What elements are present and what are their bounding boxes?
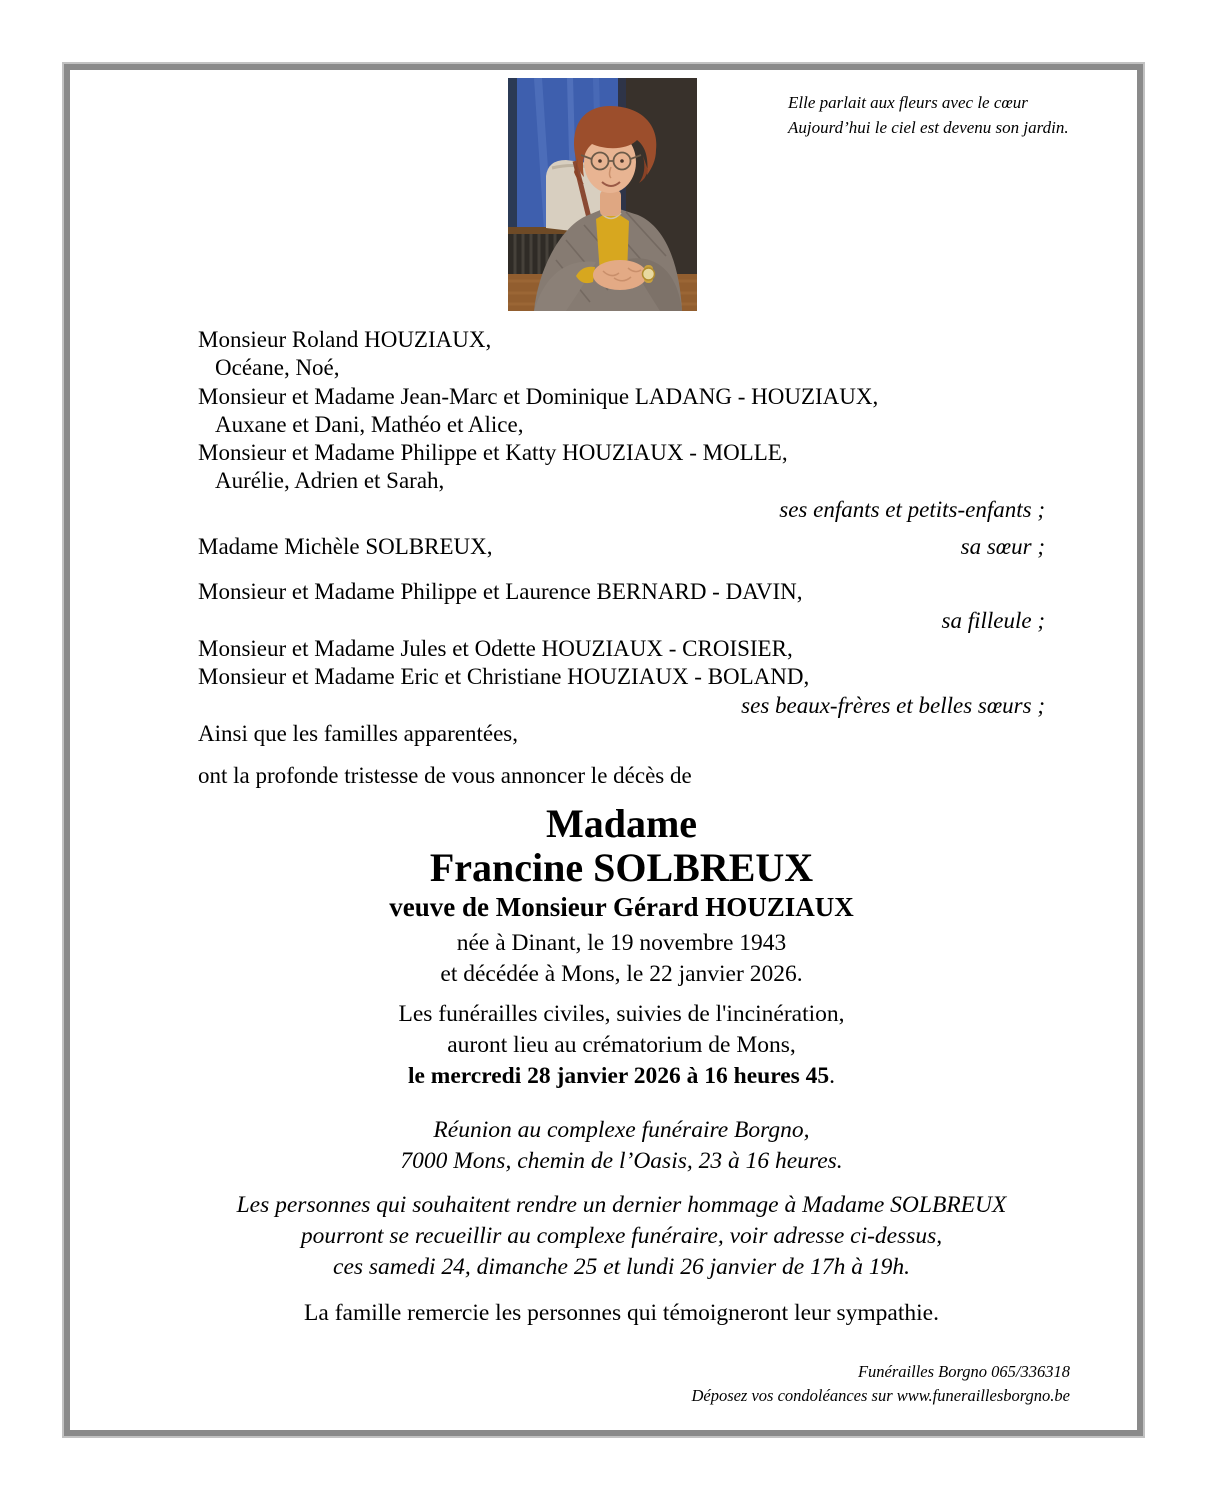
funeral-home-phone: Funérailles Borgno 065/336318 [857,1362,1070,1381]
portrait-photo [508,78,697,311]
relative-line: Monsieur et Madame Eric et Christiane HOUZIAUX - BOLAND, [198,664,810,690]
relative-line: Auxane et Dani, Mathéo et Alice, [215,411,524,437]
relation-label-inlaws: ses beaux-frères et belles sœurs ; [741,692,1045,718]
relation-label-children: ses enfants et petits-enfants ; [779,496,1045,522]
relative-line: Océane, Noé, [215,355,340,381]
announce-line: ont la profonde tristesse de vous annoncer le décès de [198,763,692,789]
families-line: Ainsi que les familles apparentées, [198,720,518,746]
ceremony-line-2: auront lieu au crématorium de Mons, [447,1032,796,1059]
condolences-website: Déposez vos condoléances sur www.funeraillesborgno.be [691,1386,1070,1405]
relative-line: Aurélie, Adrien et Sarah, [215,468,445,494]
homage-line-2: pourront se recueillir au complexe funéraire, voir adresse ci-dessus, [300,1223,943,1250]
ceremony-date: le mercredi 28 janvier 2026 à 16 heures 45 [407,1063,830,1090]
ceremony-date-line [198,1061,1045,1092]
deceased-name: Francine SOLBREUX [429,845,814,891]
relation-label-sister: sa sœur ; [960,534,1045,560]
announcement-text [198,326,1045,1329]
ceremony-date-period: . [829,1063,836,1090]
relative-line: Monsieur Roland HOUZIAUX, [198,327,492,352]
relative-line: Monsieur et Madame Philippe et Katty HOUZIAUX - MOLLE, [198,440,788,466]
relative-line: Monsieur et Madame Jean-Marc et Dominique LADANG - HOUZIAUX, [198,383,879,409]
homage-line-1: Les personnes qui souhaitent rendre un dernier hommage à Madame SOLBREUX [236,1192,1007,1219]
gathering-line-1: Réunion au complexe funéraire Borgno, [433,1117,810,1144]
ceremony-line-1: Les funérailles civiles, suivies de l'incinération, [398,1001,845,1028]
death-line: et décédée à Mons, le 22 janvier 2026. [440,961,803,988]
memorial-quote [788,90,1069,140]
relation-label-goddaughter: sa filleule ; [941,607,1045,633]
sister-line [198,533,1045,561]
quote-line-2: Aujourd’hui le ciel est devenu son jardin. [788,118,1069,137]
birth-line: née à Dinant, le 19 novembre 1943 [456,930,787,957]
border-frame [64,64,1143,1436]
homage-line-3: ces samedi 24, dimanche 25 et lundi 26 janvier de 17h à 19h. [333,1254,910,1281]
gathering-line-2: 7000 Mons, chemin de l’Oasis, 23 à 16 heures. [400,1148,843,1175]
relative-line: Monsieur et Madame Philippe et Laurence BERNARD - DAVIN, [198,579,803,605]
quote-line-1: Elle parlait aux fleurs avec le cœur [788,93,1028,112]
relative-line: Madame Michèle SOLBREUX, [198,534,493,560]
deceased-title: Madame [545,801,698,847]
widow-line: veuve de Monsieur Gérard HOUZIAUX [389,892,854,923]
relative-line: Monsieur et Madame Jules et Odette HOUZIAUX - CROISIER, [198,635,793,661]
thanks-line: La famille remercie les personnes qui témoigneront leur sympathie. [304,1300,939,1327]
portrait-photo-illustration [508,78,697,311]
funeral-home-footer [691,1360,1070,1408]
